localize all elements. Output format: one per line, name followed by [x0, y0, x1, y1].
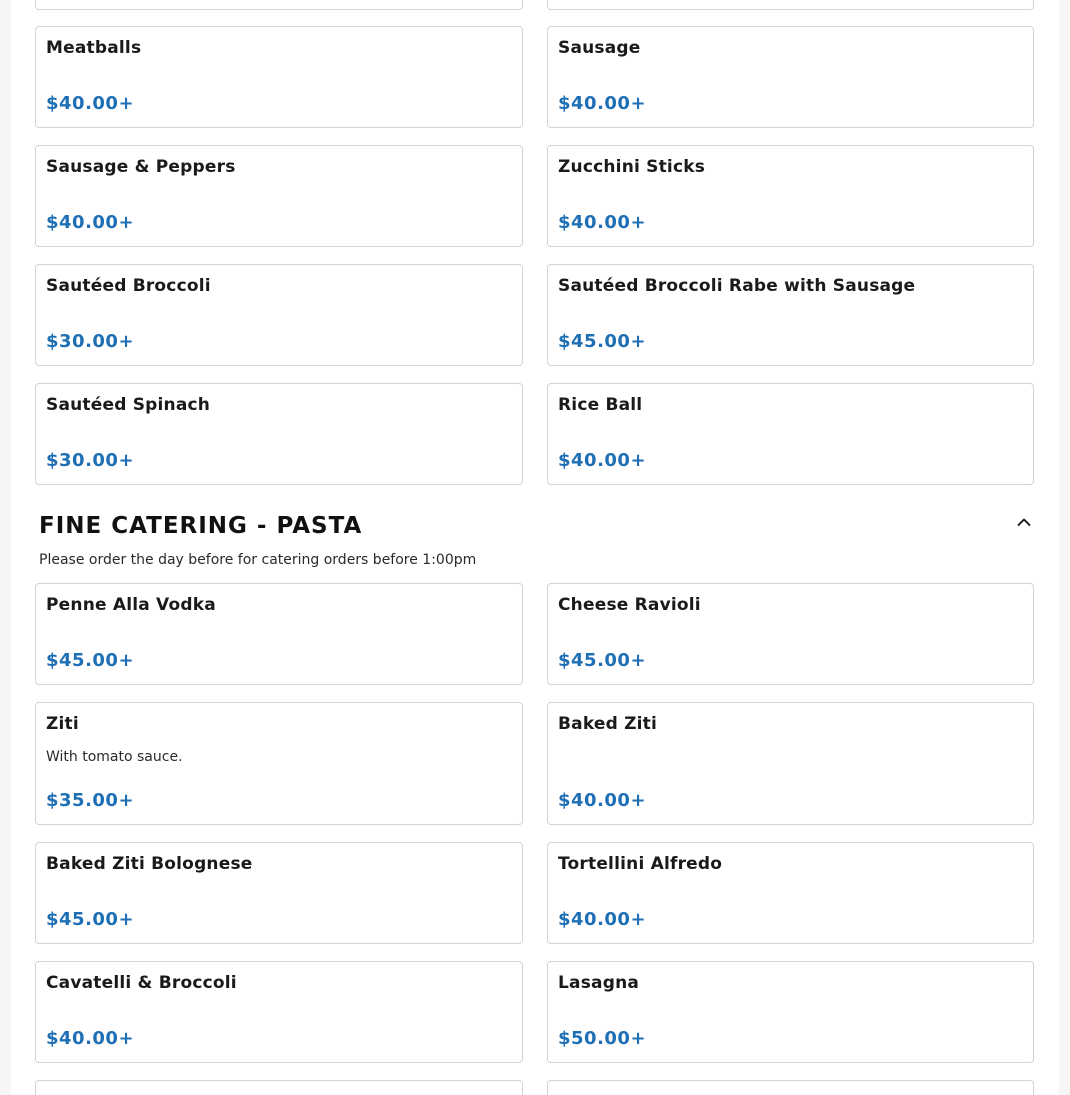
item-price: $45.00+ — [46, 909, 135, 930]
menu-item-card[interactable] — [547, 264, 1034, 366]
item-name: Cavatelli & Broccoli — [46, 973, 237, 993]
menu-item-card[interactable] — [547, 702, 1034, 825]
item-price: $40.00+ — [558, 212, 647, 233]
menu-item-card[interactable] — [547, 961, 1034, 1063]
item-price: $40.00+ — [558, 93, 647, 114]
item-price: $40.00+ — [46, 93, 135, 114]
item-description: With tomato sauce. — [46, 749, 183, 765]
item-name: Sausage — [558, 38, 641, 58]
item-price: $45.00+ — [558, 650, 647, 671]
menu-item-card[interactable] — [547, 145, 1034, 247]
menu-item-card[interactable] — [35, 842, 523, 944]
menu-item-card[interactable] — [35, 26, 523, 128]
collapse-section-button[interactable] — [1013, 511, 1035, 533]
item-name: Meatballs — [46, 38, 142, 58]
item-name: Rice Ball — [558, 395, 643, 415]
item-name: Sausage & Peppers — [46, 157, 236, 177]
item-name: Baked Ziti Bolognese — [46, 854, 253, 874]
item-price: $30.00+ — [46, 331, 135, 352]
item-name: Lasagna — [558, 973, 640, 993]
item-price: $40.00+ — [558, 790, 647, 811]
menu-item-card[interactable] — [35, 383, 523, 485]
menu-item-card[interactable] — [547, 1080, 1034, 1095]
chevron-up-icon — [1016, 514, 1032, 530]
menu-item-grid — [35, 583, 1034, 1063]
menu-item-card[interactable] — [547, 0, 1034, 10]
item-name: Tortellini Alfredo — [558, 854, 723, 874]
item-price: $40.00+ — [46, 212, 135, 233]
item-name: Penne Alla Vodka — [46, 595, 216, 615]
section-title: FINE CATERING - PASTA — [39, 513, 363, 539]
menu-item-card[interactable] — [547, 26, 1034, 128]
item-price: $40.00+ — [558, 450, 647, 471]
item-name: Cheese Ravioli — [558, 595, 701, 615]
item-name: Ziti — [46, 714, 79, 734]
item-price: $35.00+ — [46, 790, 135, 811]
menu-item-card[interactable] — [35, 264, 523, 366]
item-name: Sautéed Broccoli — [46, 276, 211, 296]
menu-page — [11, 0, 1059, 1095]
item-price: $50.00+ — [558, 1028, 647, 1049]
section-header — [39, 511, 1035, 581]
menu-item-grid — [35, 26, 1034, 485]
menu-item-card[interactable] — [547, 583, 1034, 685]
section-note: Please order the day before for catering orders before 1:00pm — [39, 552, 477, 568]
item-price: $40.00+ — [46, 1028, 135, 1049]
menu-item-card[interactable] — [35, 583, 523, 685]
item-name: Sautéed Spinach — [46, 395, 211, 415]
menu-item-card[interactable] — [35, 961, 523, 1063]
menu-item-card[interactable] — [35, 1080, 523, 1095]
menu-item-card[interactable] — [547, 383, 1034, 485]
item-price: $45.00+ — [46, 650, 135, 671]
menu-item-card[interactable] — [35, 145, 523, 247]
menu-item-card[interactable] — [35, 0, 523, 10]
item-name: Baked Ziti — [558, 714, 658, 734]
item-name: Zucchini Sticks — [558, 157, 706, 177]
item-price: $45.00+ — [558, 331, 647, 352]
menu-item-card[interactable] — [547, 842, 1034, 944]
item-name: Sautéed Broccoli Rabe with Sausage — [558, 276, 916, 296]
item-price: $40.00+ — [558, 909, 647, 930]
menu-item-card[interactable] — [35, 702, 523, 825]
item-price: $30.00+ — [46, 450, 135, 471]
